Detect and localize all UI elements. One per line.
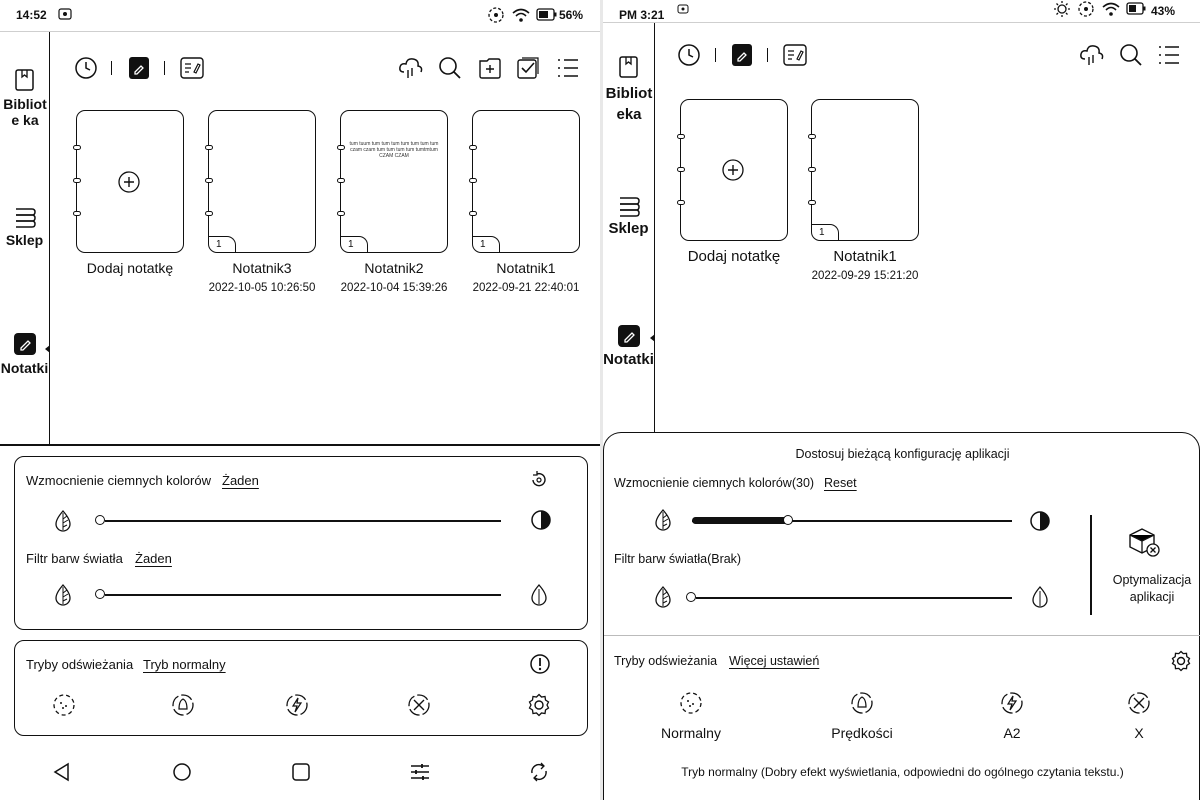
sidebar-item-library[interactable]: [603, 55, 654, 125]
battery-icon: [1126, 2, 1146, 16]
notebook-preview-text: tum tuum tum tum tum tum tum tum tum czam czam tum tum tum tum tumtmtum CZAM CZAM: [349, 141, 439, 159]
brightness-icon: [1053, 0, 1071, 18]
sidebar-item-label: Bibliot eka: [605, 85, 653, 123]
refresh-nav-icon[interactable]: [528, 761, 550, 783]
search-icon[interactable]: [438, 56, 462, 80]
dark-boost-slider[interactable]: [105, 520, 501, 522]
sheet-title: Dostosuj bieżącą konfigurację aplikacji: [795, 447, 1010, 461]
mode-normal-label[interactable]: Normalny: [661, 725, 721, 741]
screenshot-icon: [677, 4, 689, 14]
dark-boost-label: Wzmocnienie ciemnych kolorów(30): [614, 476, 815, 490]
recents-nav-icon[interactable]: [291, 762, 311, 782]
refresh-mode-label: Tryby odświeżania: [614, 654, 718, 668]
refresh-panel: [14, 640, 588, 736]
battery-percent: 56%: [559, 8, 584, 22]
light-drop-icon: [653, 585, 673, 609]
notes-icon: [13, 332, 37, 356]
sidebar-item-notes[interactable]: [0, 332, 49, 376]
notebook-date: 2022-10-04 15:39:26: [340, 282, 448, 294]
page-count: 1: [340, 236, 368, 253]
light-filter-slider-knob[interactable]: [686, 592, 696, 602]
info-icon[interactable]: [529, 653, 551, 675]
light-drop-icon: [53, 509, 73, 533]
notes-icon: [617, 324, 641, 348]
back-nav-icon[interactable]: [52, 762, 72, 782]
light-filter-slider[interactable]: [696, 597, 1012, 599]
sidebar-item-label: Sklep: [608, 220, 649, 237]
warm-drop-icon: [529, 583, 549, 607]
menu-icon[interactable]: [556, 58, 580, 78]
x-mode-icon[interactable]: [407, 693, 431, 717]
sidebar-item-library[interactable]: [0, 68, 49, 128]
refresh-mode-value[interactable]: Tryb normalny: [143, 657, 226, 672]
notebook-card[interactable]: [208, 110, 316, 253]
dark-boost-slider-fill: [692, 517, 788, 524]
notebook-title: Dodaj notatkę: [86, 260, 174, 276]
add-notebook-card[interactable]: [76, 110, 184, 253]
wifi-icon: [511, 6, 531, 24]
recent-icon[interactable]: [677, 43, 701, 67]
mode-speed-label[interactable]: Prędkości: [831, 725, 893, 741]
notebook-title: Notatnik1: [496, 260, 556, 276]
notebook-title: Notatnik1: [833, 248, 897, 265]
recent-icon[interactable]: [74, 56, 98, 80]
sidebar: [603, 23, 655, 433]
notebook-title: Notatnik2: [364, 260, 424, 276]
select-icon[interactable]: [516, 56, 540, 80]
notebook-title: Dodaj notatkę: [687, 248, 781, 265]
a2-mode-icon[interactable]: [1000, 691, 1024, 715]
mode-a2-label[interactable]: A2: [1003, 725, 1021, 741]
sidebar-item-label: Notatki: [603, 351, 654, 368]
refresh-mode-label: Tryby odświeżania: [26, 657, 134, 672]
sidebar: [0, 32, 50, 444]
light-filter-label: Filtr barw światła: [26, 551, 123, 566]
template-icon[interactable]: [180, 57, 204, 79]
battery-icon: [536, 8, 558, 22]
contrast-icon: [529, 508, 553, 532]
search-icon[interactable]: [1119, 43, 1143, 67]
notes-tab-icon[interactable]: [731, 43, 753, 67]
notebook-title: Notatnik3: [232, 260, 292, 276]
contrast-icon: [1028, 509, 1052, 533]
warm-drop-icon: [1030, 585, 1050, 609]
new-folder-icon[interactable]: [478, 56, 502, 80]
sync-status-icon: [1077, 0, 1095, 18]
sidebar-item-store[interactable]: [603, 195, 654, 237]
store-icon: [12, 206, 38, 228]
reset-rotate-icon[interactable]: [529, 470, 549, 490]
speed-mode-icon[interactable]: [171, 693, 195, 717]
notebook-date: 2022-09-29 15:21:20: [811, 270, 919, 282]
book-icon: [14, 68, 36, 92]
notebook-date: 2022-09-21 22:40:01: [472, 282, 580, 294]
sidebar-item-notes[interactable]: [603, 324, 654, 368]
notebook-card[interactable]: [811, 99, 919, 241]
store-icon: [616, 195, 642, 217]
light-filter-label: Filtr barw światła(Brak): [614, 552, 742, 566]
light-filter-slider-knob[interactable]: [95, 589, 105, 599]
notebook-card[interactable]: [472, 110, 580, 253]
mode-x-label[interactable]: X: [1134, 725, 1144, 741]
add-notebook-card[interactable]: [680, 99, 788, 241]
status-bar: [0, 0, 600, 30]
dark-boost-value[interactable]: Żaden: [222, 473, 259, 488]
sidebar-item-label: Sklep: [5, 232, 44, 248]
active-indicator: [650, 334, 655, 342]
sidebar-item-label: Bibliote ka: [3, 96, 47, 128]
book-icon: [618, 55, 640, 79]
cloud-sync-icon[interactable]: [398, 56, 424, 80]
app-optimize-icon[interactable]: [1126, 525, 1162, 559]
plus-circle-icon: [118, 171, 140, 193]
sync-status-icon: [486, 6, 506, 24]
notebook-date: 2022-10-05 10:26:50: [208, 282, 316, 294]
color-panel: [14, 456, 588, 630]
app-optimize-label[interactable]: Optymalizacja aplikacji: [1112, 573, 1192, 604]
light-filter-value[interactable]: Żaden: [135, 551, 172, 566]
app-config-sheet: [603, 432, 1200, 800]
dark-boost-slider-knob[interactable]: [783, 515, 793, 525]
status-time: 14:52: [16, 8, 47, 22]
more-settings-link[interactable]: Więcej ustawień: [729, 654, 820, 668]
battery-percent: 43%: [1151, 4, 1176, 18]
mode-description: Tryb normalny (Dobry efekt wyświetlania, odpowiedni do ogólnego czytania tekstu.): [681, 765, 1124, 779]
light-drop-icon: [653, 508, 673, 532]
light-filter-slider[interactable]: [105, 594, 501, 596]
page-count: 1: [472, 236, 500, 253]
notes-tab-icon[interactable]: [128, 56, 150, 80]
dark-boost-slider-knob[interactable]: [95, 515, 105, 525]
right-screen: [603, 0, 1200, 800]
light-drop-icon: [53, 583, 73, 607]
a2-mode-icon[interactable]: [285, 693, 309, 717]
dark-boost-reset[interactable]: Reset: [824, 476, 857, 490]
plus-circle-icon: [722, 159, 744, 181]
home-nav-icon[interactable]: [172, 762, 192, 782]
template-icon[interactable]: [783, 44, 807, 66]
cloud-sync-icon[interactable]: [1079, 43, 1105, 67]
notebook-card[interactable]: [340, 110, 448, 253]
active-indicator: [45, 345, 50, 353]
screenshot-icon: [58, 8, 72, 20]
status-time: PM 3:21: [619, 8, 665, 22]
settings-gear-icon[interactable]: [527, 693, 551, 717]
page-count: 1: [811, 224, 839, 241]
speed-mode-icon[interactable]: [850, 691, 874, 715]
x-mode-icon[interactable]: [1127, 691, 1151, 715]
wifi-icon: [1101, 0, 1121, 18]
page-count: 1: [208, 236, 236, 253]
settings-gear-icon[interactable]: [1170, 650, 1192, 672]
dark-boost-label: Wzmocnienie ciemnych kolorów: [26, 473, 211, 488]
adjust-nav-icon[interactable]: [409, 762, 431, 782]
sidebar-item-label: Notatki: [0, 360, 49, 376]
menu-icon[interactable]: [1157, 45, 1181, 65]
normal-mode-icon[interactable]: [679, 691, 703, 715]
sidebar-item-store[interactable]: [0, 206, 49, 248]
normal-mode-icon[interactable]: [52, 693, 76, 717]
status-bar: [603, 0, 1200, 30]
